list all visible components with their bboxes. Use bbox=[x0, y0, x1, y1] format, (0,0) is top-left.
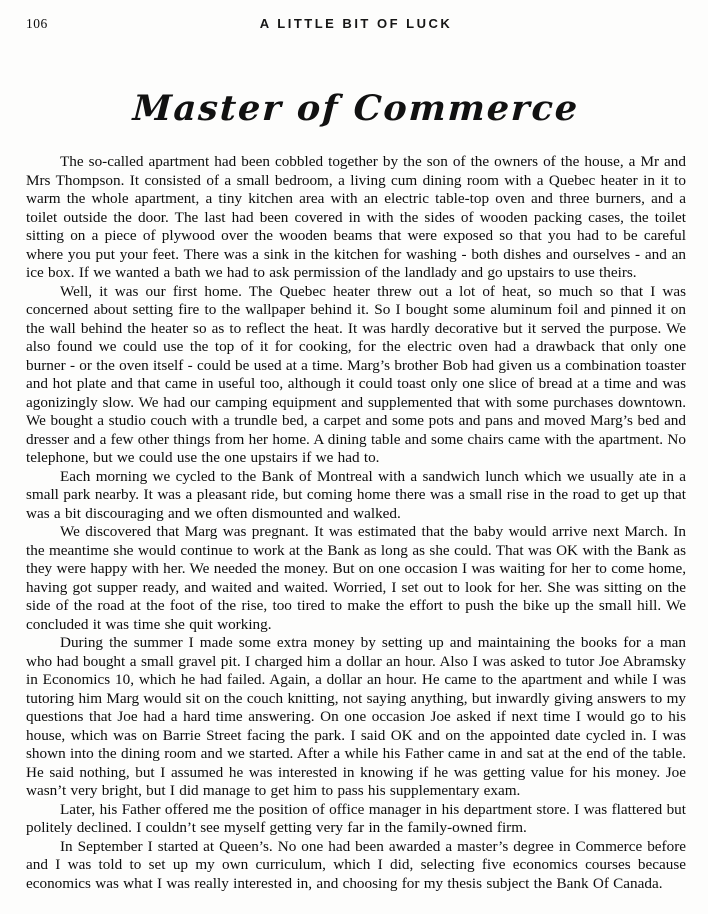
body-paragraph: Each morning we cycled to the Bank of Montreal with a sandwich lunch which we usually ate in a small park nearby. It was a pleasant ride, but coming home there was a small rise in the road to get up that was a bit discouraging and we often dismounted and walked. bbox=[26, 467, 686, 522]
chapter-title: Master of Commerce bbox=[131, 88, 581, 129]
body-paragraph: The so-called apartment had been cobbled together by the son of the owners of the house, a Mr and Mrs Thompson. It consisted of a small bedroom, a living cum dining room with a Quebec heater in it to warm the whole apartment, a tiny kitchen area with an electric table-top oven and three burners, and a toilet outside the door. The last had been covered in with the sides of wooden packing cases, the toilet sitting on a piece of plywood over the wooden beams that were exposed so that you had to be careful where you put your feet. There was a sink in the kitchen for washing - both dishes and ourselves - and an ice box. If we wanted a bath we had to ask permission of the landlady and go upstairs to use theirs. bbox=[26, 153, 686, 281]
body-paragraph: Well, it was our first home. The Quebec heater threw out a lot of heat, so much so that I was concerned about setting fire to the wallpaper behind it. So I bought some aluminum foil and pinned it on the wall behind the heater so as to reflect the heat. It was hardly decorative but it served the purpose. We also found we could use the top of it for cooking, for the electric oven had a drawback that only one burner - or the oven itself - could be used at a time. Marg’s brother Bob had given us a combination toaster and hot plate and that came in useful too, although it could toast only one slice of bread at a time and was agonizingly slow. We had our camping equipment and supplemented that with some purchases downtown. We bought a studio couch with a trundle bed, a carpet and some pots and pans and moved Marg’s bed and dresser and a few other things from her home. A dining table and some chairs came with the apartment. No telephone, but we could use the one upstairs if we had to. bbox=[26, 282, 686, 466]
body-paragraph: During the summer I made some extra money by setting up and maintaining the books for a man who had bought a small gravel pit. I charged him a dollar an hour. Also I was asked to tutor Joe Abramsky in Economics 10, which he had failed. Again, a dollar an hour. He came to the apartment and while I was tutoring him Marg would sit on the couch knitting, not saying anything, but inwardly giving answers to my questions that Joe had a hard time answering. On one occasion Joe asked if next time I would go to his house, which was on Barrie Street facing the park. I said OK and on the appointed date cycled in. I was shown into the dining room and we started. After a while his Father came in and sat at the end of the table. He said nothing, but I assumed he was interested in knowing if he was getting value for his money. Joe wasn’t very bright, but I did manage to get him to pass his supplementary exam. bbox=[26, 634, 686, 799]
running-header: A LITTLE BIT OF LUCK bbox=[259, 16, 453, 31]
body-paragraph: We discovered that Marg was pregnant. It was estimated that the baby would arrive next March. In the meantime she would continue to work at the Bank as long as she could. That was OK with the Bank as they were happy with her. We needed the money. But on one occasion I was waiting for her to come home, having got supper ready, and waited and waited. Worried, I set out to look for her. She was sitting on the side of the road at the foot of the rise, too tired to make the effort to push the bike up the small hill. We concluded it was time she quit working. bbox=[26, 523, 686, 633]
body-paragraph: Later, his Father offered me the position of office manager in his department store. I was flattered but politely declined. I couldn’t see myself getting very far in the family-owned firm. bbox=[26, 800, 686, 836]
page-header bbox=[26, 14, 686, 32]
body-paragraph: In September I started at Queen’s. No one had been awarded a master’s degree in Commerce before and I was told to set up my own curriculum, which I did, selecting five economics courses because economics was what I was really interested in, and choosing for my thesis subject the Bank Of Canada. bbox=[26, 837, 686, 892]
page-number: 106 bbox=[26, 16, 48, 31]
chapter-body bbox=[26, 153, 686, 893]
